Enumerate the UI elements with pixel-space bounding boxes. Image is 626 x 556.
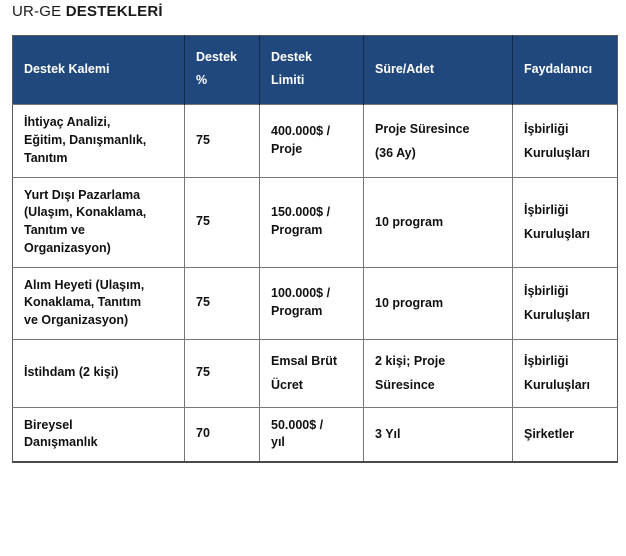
- cell-destek-yuzde: 75: [185, 177, 260, 267]
- cell-destek-yuzde: 75: [185, 267, 260, 339]
- cell-line-2: (36 Ay): [375, 145, 416, 160]
- cell-line-1: Proje Süresince: [375, 121, 470, 136]
- table-row: [13, 339, 618, 407]
- cell-line-2: Program: [271, 304, 323, 319]
- cell-faydalanici: [513, 267, 618, 339]
- urge-support-table: [12, 35, 618, 463]
- column-header-line-1: Destek Kalemi: [24, 61, 110, 76]
- page-title-prefix: UR-GE: [12, 3, 62, 20]
- cell-line-2: Kuruluşları: [524, 378, 590, 393]
- table-body: [13, 105, 618, 462]
- cell-line-1: Yurt Dışı Pazarlama: [24, 187, 141, 202]
- cell-line-2: Kuruluşları: [524, 308, 590, 323]
- column-header-line-1: Faydalanıcı: [524, 61, 593, 76]
- cell-line-2: Kuruluşları: [524, 227, 590, 241]
- cell-line-2: Konaklama, Tanıtım: [24, 295, 142, 310]
- table-row: [13, 267, 618, 339]
- cell-line-1: İşbirliği: [524, 202, 569, 217]
- cell-line-1: 2 kişi; Proje: [375, 353, 446, 368]
- cell-line-3: Tanıtım ve: [24, 223, 85, 237]
- cell-destek-limiti: [260, 407, 364, 462]
- cell-faydalanici: [513, 177, 618, 267]
- column-header-sure-adet: [364, 36, 513, 105]
- cell-line-2: Kuruluşları: [524, 145, 590, 160]
- cell-line-1: Emsal Brüt: [271, 353, 337, 368]
- cell-line-1: Şirketler: [524, 427, 575, 442]
- cell-line-2: Proje: [271, 141, 303, 156]
- cell-line-2: Eğitim, Danışmanlık,: [24, 133, 147, 147]
- cell-destek-kalemi: [13, 105, 185, 177]
- cell-line-1: İhtiyaç Analizi,: [24, 115, 111, 130]
- cell-line-1: Bireysel: [24, 417, 73, 432]
- cell-line-1: 150.000$ /: [271, 205, 331, 220]
- cell-line-3: Tanıtım: [24, 150, 68, 165]
- cell-line-1: Alım Heyeti (Ulaşım,: [24, 277, 145, 292]
- cell-sure-adet: [364, 105, 513, 177]
- cell-destek-yuzde: 70: [185, 407, 260, 462]
- cell-faydalanici: [513, 105, 618, 177]
- cell-destek-kalemi: [13, 407, 185, 462]
- cell-line-1: İşbirliği: [524, 121, 569, 136]
- column-header-line-1: Süre/Adet: [375, 61, 435, 76]
- cell-line-2: (Ulaşım, Konaklama,: [24, 205, 147, 220]
- column-header-line-2: %: [196, 73, 208, 88]
- cell-line-3: ve Organizasyon): [24, 313, 129, 327]
- cell-line-1: 10 program: [375, 214, 444, 229]
- cell-faydalanici: [513, 339, 618, 407]
- column-header-destek-kalemi: [13, 36, 185, 105]
- column-header-line-1: Destek: [271, 50, 312, 64]
- cell-line-1: 3 Yıl: [375, 427, 401, 442]
- column-header-line-2: Limiti: [271, 73, 305, 88]
- cell-destek-kalemi: [13, 267, 185, 339]
- table-row: [13, 407, 618, 462]
- cell-line-2: Program: [271, 223, 323, 237]
- cell-line-1: 10 program: [375, 295, 444, 310]
- table-row: [13, 177, 618, 267]
- column-header-line-1: Destek: [196, 50, 237, 64]
- column-header-destek-yuzde: [185, 36, 260, 105]
- table-row: [13, 105, 618, 177]
- cell-line-1: 100.000$ /: [271, 286, 331, 301]
- cell-line-1: 400.000$ /: [271, 124, 331, 139]
- column-header-faydalanici: [513, 36, 618, 105]
- cell-destek-kalemi: [13, 339, 185, 407]
- cell-line-1: İşbirliği: [524, 283, 569, 298]
- cell-line-2: Süresince: [375, 378, 435, 393]
- support-table-container: [12, 35, 617, 463]
- cell-destek-limiti: [260, 267, 364, 339]
- cell-sure-adet: [364, 177, 513, 267]
- cell-line-2: yıl: [271, 435, 285, 450]
- table-header: [13, 36, 618, 105]
- cell-destek-yuzde: 75: [185, 339, 260, 407]
- cell-line-2: Danışmanlık: [24, 435, 98, 450]
- cell-destek-limiti: [260, 339, 364, 407]
- cell-line-4: Organizasyon): [24, 240, 111, 255]
- cell-sure-adet: [364, 339, 513, 407]
- column-header-destek-limiti: [260, 36, 364, 105]
- page-title: [12, 3, 163, 20]
- cell-line-1: 50.000$ /: [271, 417, 324, 432]
- cell-faydalanici: [513, 407, 618, 462]
- cell-destek-limiti: [260, 105, 364, 177]
- cell-sure-adet: [364, 267, 513, 339]
- cell-destek-yuzde: 75: [185, 105, 260, 177]
- cell-line-1: İstihdam (2 kişi): [24, 365, 119, 380]
- page-title-main: DESTEKLERİ: [65, 3, 163, 20]
- cell-line-2: Ücret: [271, 378, 303, 393]
- cell-destek-kalemi: [13, 177, 185, 267]
- cell-line-1: İşbirliği: [524, 353, 569, 368]
- table-header-row: [13, 36, 618, 105]
- cell-sure-adet: [364, 407, 513, 462]
- cell-destek-limiti: [260, 177, 364, 267]
